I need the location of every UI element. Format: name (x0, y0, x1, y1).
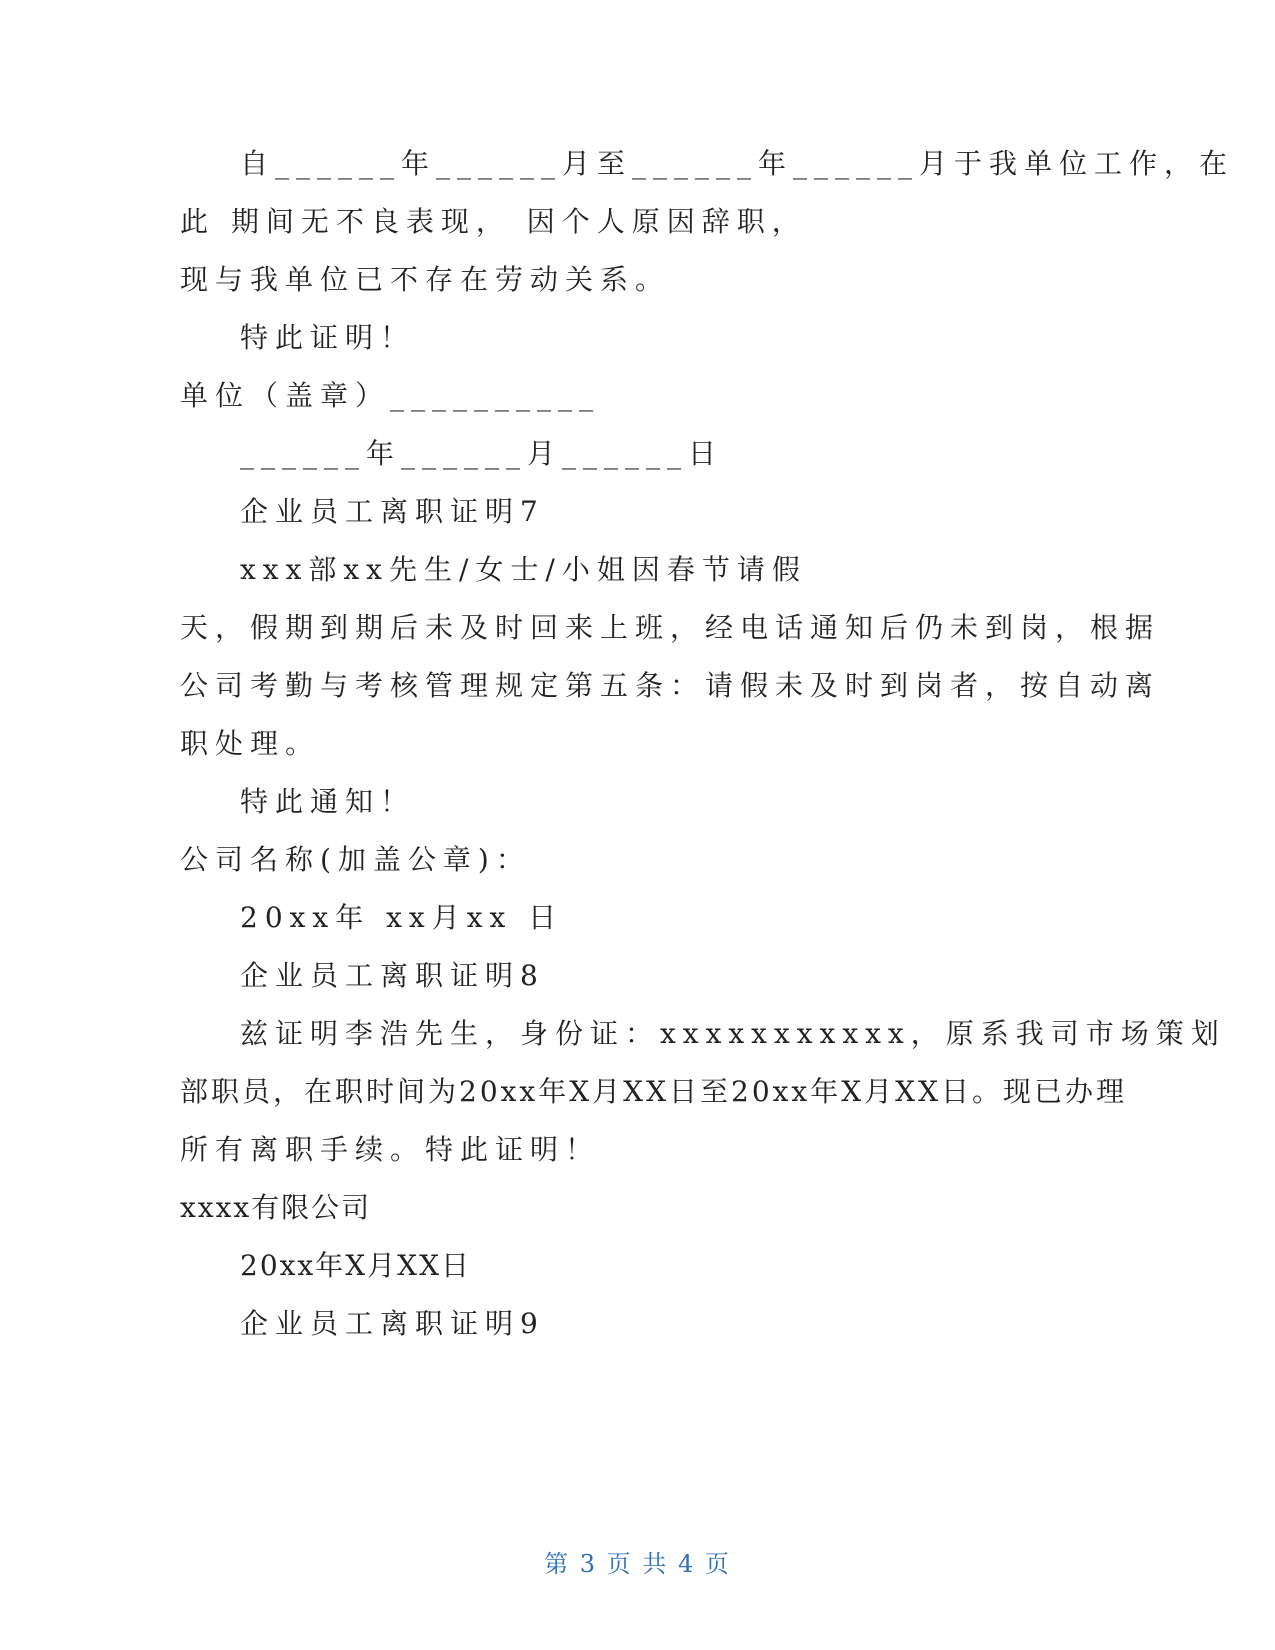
page-number-footer: 第 3 页 共 4 页 (544, 1550, 731, 1578)
section-title-9: 企业员工离职证明9 (240, 1307, 545, 1340)
text-line-10: 公司考勤与考核管理规定第五条：请假未及时到岗者，按自动离 (180, 669, 1161, 702)
text-line-11: 职处理。 (180, 727, 321, 760)
text-line-8: xxx部xx先生/女士/小姐因春节请假 (240, 553, 807, 586)
text-line-1: 自______年______月至______年______月于我单位工作，在 (240, 147, 1235, 180)
text-line-2: 此 期间无不良表现， 因个人原因辞职， (180, 205, 807, 238)
text-line-9: 天，假期到期后未及时回来上班，经电话通知后仍未到岗，根据 (180, 611, 1161, 644)
section-title-7: 企业员工离职证明7 (240, 495, 545, 528)
text-line-13: 公司名称(加盖公章)： (180, 843, 531, 876)
section-title-8: 企业员工离职证明8 (240, 959, 545, 992)
text-line-16: 兹证明李浩先生，身份证：xxxxxxxxxxx，原系我司市场策划 (240, 1017, 1226, 1050)
text-line-4: 特此证明！ (240, 321, 416, 354)
text-line-19: xxxx有限公司 (180, 1191, 372, 1224)
text-line-17: 部职员，在职时间为20xx年X月XX日至20xx年X月XX日。现已办理 (180, 1075, 1128, 1108)
text-line-5: 单位（盖章）__________ (180, 379, 601, 412)
text-line-18: 所有离职手续。特此证明！ (180, 1133, 601, 1166)
text-line-3: 现与我单位已不存在劳动关系。 (180, 263, 671, 296)
text-line-14: 20xx年 xx月xx 日 (240, 901, 564, 934)
text-line-6: ______年______月______日 (240, 437, 724, 470)
text-line-20: 20xx年X月XX日 (240, 1249, 472, 1282)
text-line-12: 特此通知！ (240, 785, 416, 818)
